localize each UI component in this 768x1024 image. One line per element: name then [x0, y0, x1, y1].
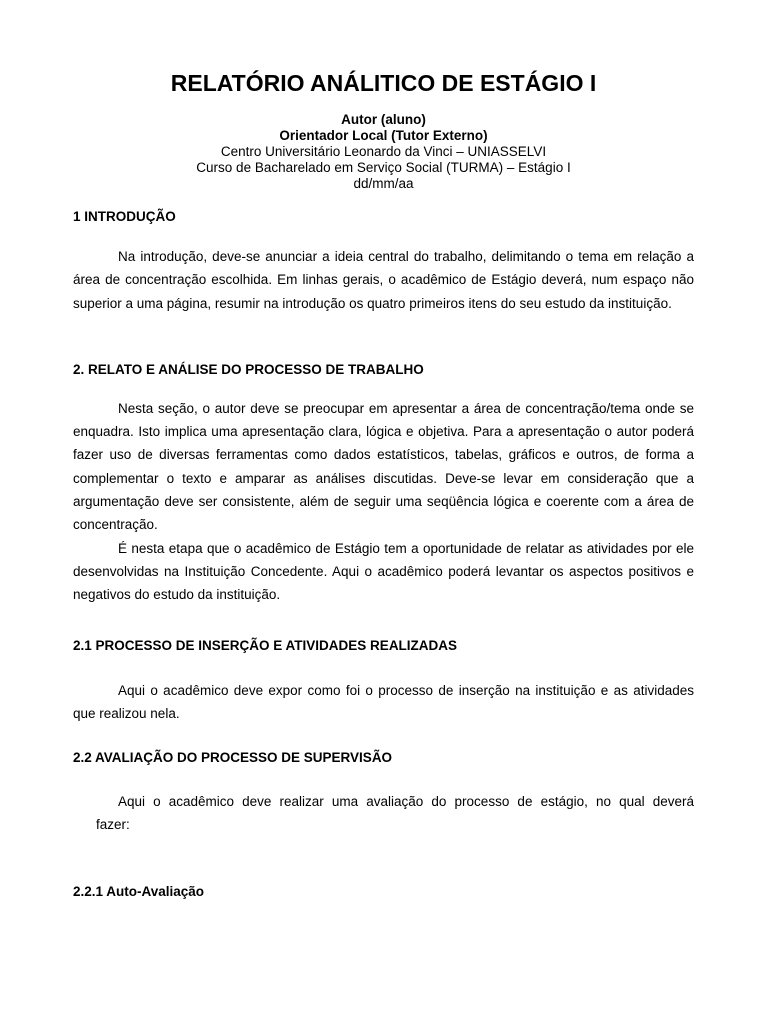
paragraph-supervisao — [73, 790, 694, 837]
section-heading-insercao: 2.1 PROCESSO DE INSERÇÃO E ATIVIDADES REALIZADAS — [73, 637, 458, 653]
document-meta — [73, 112, 694, 192]
section-heading-relato: 2. RELATO E ANÁLISE DO PROCESSO DE TRABALHO — [73, 361, 424, 377]
section-heading-introducao: 1 INTRODUÇÃO — [73, 209, 176, 224]
author-line: Autor (aluno) — [341, 112, 426, 127]
paragraph-relato-2: É nesta etapa que o acadêmico de Estágio tem a oportunidade de relatar as atividades por ele desenvolvidas na Instituição Concedente. Aqui o acadêmico poderá levantar os aspectos positivos e negativos do estudo da instituição. — [73, 540, 694, 603]
course-line: Curso de Bacharelado em Serviço Social (TURMA) – Estágio I — [196, 160, 571, 175]
section-heading-supervisao: 2.2 AVALIAÇÃO DO PROCESSO DE SUPERVISÃO — [73, 750, 393, 766]
subsection-heading-autoavaliacao: 2.2.1 Auto-Avaliação — [73, 883, 205, 899]
date-line: dd/mm/aa — [353, 176, 414, 191]
institution-line: Centro Universitário Leonardo da Vinci – UNIASSELVI — [220, 144, 547, 159]
paragraph-supervisao-line1: Aqui o acadêmico deve realizar uma avaliação do processo de estágio, no qual deverá — [118, 794, 694, 810]
paragraph-insercao: Aqui o acadêmico deve expor como foi o processo de inserção na instituição e as atividades que realizou nela. — [73, 682, 694, 721]
paragraph-relato-1: Nesta seção, o autor deve se preocupar em apresentar a área de concentração/tema onde se enquadra. Isto implica uma apresentação clara, lógica e objetiva. Para a apresentação o autor poderá fazer uso de diversas ferramentas como dados estatísticos, tabelas, gráficos e outros, de forma a complementar o texto e amparar as análises discutidas. Deve-se levar em consideração que a argumentação deve ser consistente, além de seguir uma seqüência lógica e coerente com a área de concentração. — [73, 400, 694, 533]
advisor-line: Orientador Local (Tutor Externo) — [279, 128, 488, 143]
paragraph-introducao: Na introdução, deve-se anunciar a ideia central do trabalho, delimitando o tema em relação a área de concentração escolhida. Em linhas gerais, o acadêmico de Estágio deverá, num espaço não superior a uma página, resumir na introdução os quatro primeiros itens do seu estudo da instituição. — [73, 249, 694, 311]
paragraph-supervisao-line2: fazer: — [96, 817, 130, 833]
document-title: RELATÓRIO ANÁLITICO DE ESTÁGIO I — [170, 70, 597, 96]
